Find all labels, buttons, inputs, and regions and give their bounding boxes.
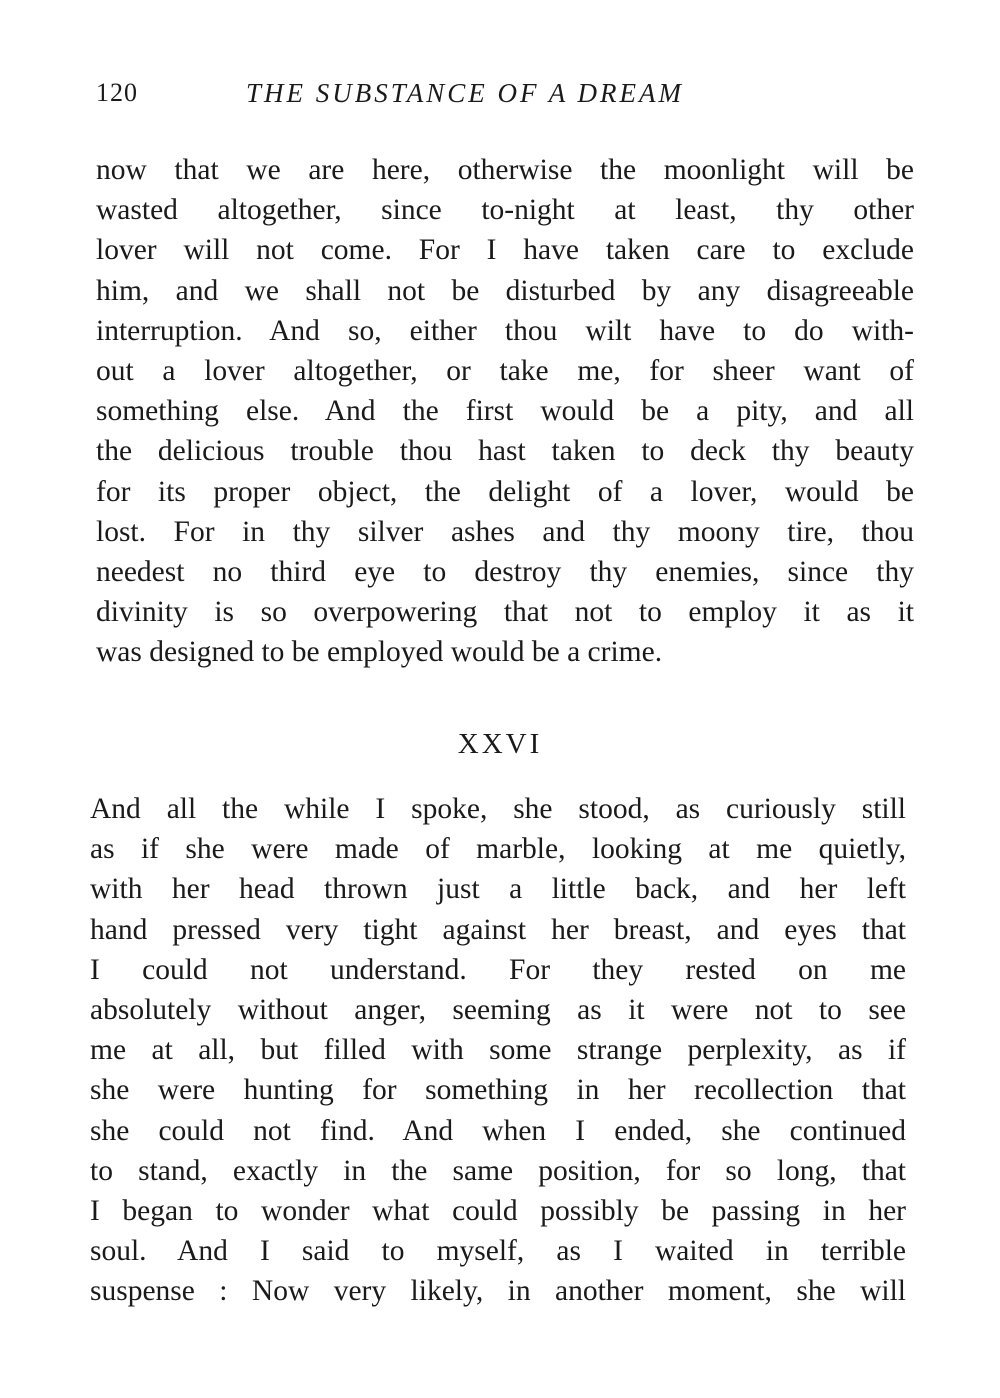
text-line: soul. And I said to myself, as I waited in terrible xyxy=(90,1235,906,1268)
text-line: lost. For in thy silver ashes and thy moony tire, thou xyxy=(96,515,914,548)
text-line: And all the while I spoke, she stood, as curiously still xyxy=(90,793,906,825)
text-line: now that we are here, otherwise the moonlight will be xyxy=(96,154,914,186)
section-heading: XXVI xyxy=(457,728,543,760)
text-line: she were hunting for something in her recollection that xyxy=(90,1074,906,1107)
text-line: out a lover altogether, or take me, for sheer want of xyxy=(96,355,914,388)
text-line: hand pressed very tight against her breast, and eyes that xyxy=(90,913,906,946)
text-line: I began to wonder what could possibly be passing in her xyxy=(90,1195,906,1228)
text-line: she could not find. And when I ended, she continued xyxy=(90,1114,906,1147)
text-line: with her head thrown just a little back, and her left xyxy=(90,873,906,906)
text-line: him, and we shall not be disturbed by any disagreeable xyxy=(96,274,914,307)
text-line: absolutely without anger, seeming as it were not to see xyxy=(90,994,906,1027)
text-line: wasted altogether, since to-night at least, thy other xyxy=(96,194,914,227)
running-title: THE SUBSTANCE OF A DREAM xyxy=(246,78,684,108)
section-paragraph xyxy=(90,789,906,1312)
text-line: suspense : Now very likely, in another moment, she will xyxy=(90,1275,906,1308)
text-line: something else. And the first would be a pity, and all xyxy=(96,395,914,428)
text-line: me at all, but filled with some strange perplexity, as if xyxy=(90,1034,906,1067)
text-line: needest no third eye to destroy thy enemies, since thy xyxy=(96,556,914,589)
paragraph-continued xyxy=(96,150,914,673)
page-number: 120 xyxy=(96,78,138,107)
text-line: as if she were made of marble, looking at me quietly, xyxy=(90,833,906,866)
text-line: lover will not come. For I have taken care to exclude xyxy=(96,234,914,267)
text-line: I could not understand. For they rested on me xyxy=(90,953,906,986)
text-line: to stand, exactly in the same position, for so long, that xyxy=(90,1154,906,1187)
text-line: for its proper object, the delight of a lover, would be xyxy=(96,475,914,508)
running-head xyxy=(96,78,912,118)
text-line: interruption. And so, either thou wilt have to do with- xyxy=(96,314,914,347)
text-line: divinity is so overpowering that not to employ it as it xyxy=(96,596,914,629)
text-line: was designed to be employed would be a crime. xyxy=(96,636,663,669)
text-line: the delicious trouble thou hast taken to deck thy beauty xyxy=(96,435,914,468)
